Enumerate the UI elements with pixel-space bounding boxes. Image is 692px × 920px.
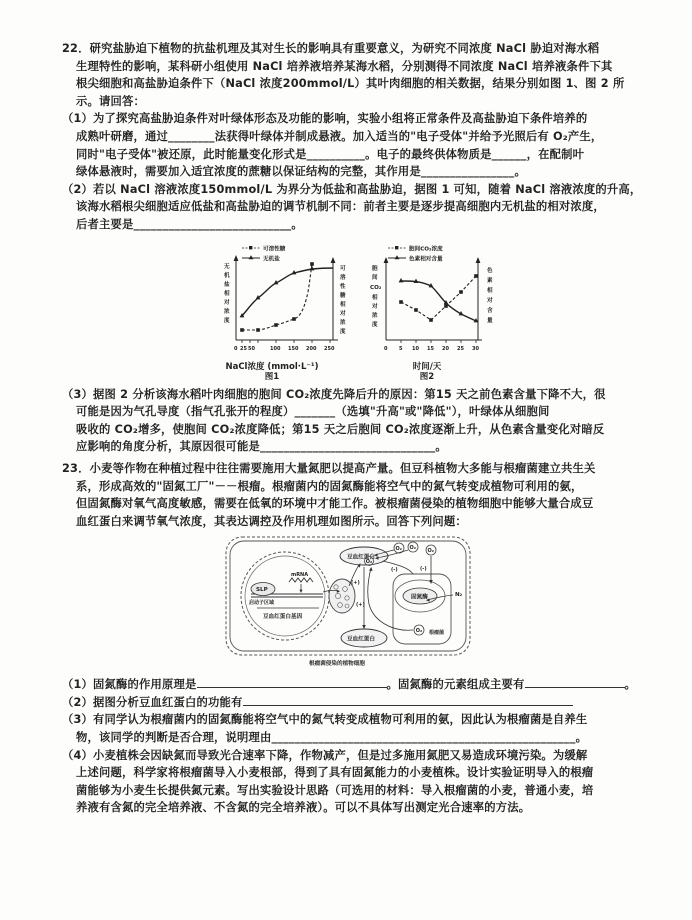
figure-2-xlabel: 时间/天 — [412, 361, 442, 372]
svg-text:含: 含 — [487, 307, 493, 314]
question-22-sub3 — [62, 386, 634, 456]
q23-stem-line-2: 系，形成高效的"固氮工厂"－－根瘤。根瘤菌内的固氮酶能将空气中的氮气转变成植物可利用的氨， — [76, 479, 583, 493]
figure-2-ylabel-right: 色 — [487, 267, 493, 274]
q23-sub2-blank[interactable] — [243, 694, 573, 706]
figure-2 — [342, 240, 512, 382]
slp-label: SLP — [256, 587, 268, 594]
q23-stem-line-4: 血红蛋白来调节氧气浓度，其表达调控及作用机理如图所示。回答下列问题： — [76, 514, 467, 528]
q23-sub3-line-2: 物，该同学的判断是否合理，说明理由____________________________________________________。 — [76, 731, 588, 745]
figure-1-xtick-50: 50 — [248, 345, 255, 352]
q22-sub1-line-3: 同时"电子受体"被还原，此时能量变化形式是__________。电子的最终供体物质是______，在配制叶 — [76, 147, 585, 161]
svg-text:对: 对 — [340, 310, 346, 317]
rhizobium-label: 根瘤菌 — [429, 630, 445, 637]
q22-sub1-line-4: 绿体悬液时，需要加入适宜浓度的蔗糖以保证结构的完整，其作用是________________。 — [76, 165, 526, 179]
q22-stem-line-3: 根尖细胞和高盐胁迫条件下（NaCl 浓度200mmol/L）其叶肉细胞的相关数据，结果分别如图 1、图 2 所 — [76, 77, 625, 91]
svg-text:量: 量 — [487, 317, 493, 324]
svg-text:相: 相 — [487, 287, 493, 294]
figure-1-title: 图1 — [264, 371, 280, 382]
svg-text:浓: 浓 — [224, 308, 230, 315]
figure-1-series-inorganic-salt — [240, 266, 333, 317]
svg-text:间: 间 — [372, 274, 378, 281]
figure-1-xtick-150: 150 — [288, 345, 299, 352]
question-22 — [62, 40, 642, 234]
svg-text:相: 相 — [224, 290, 230, 297]
figure-1-xlabel: NaCl浓度 (mmol·L⁻¹) — [225, 361, 319, 372]
page-content — [62, 40, 642, 819]
minus-sign-1: (-) — [391, 567, 398, 574]
svg-text:盐: 盐 — [224, 281, 230, 288]
plus-sign-1: (+) — [351, 580, 360, 587]
figure-1-axes — [234, 255, 338, 352]
q23-stem-line-3: 但固氮酶对氧气高度敏感，需要在低氧的环境中才能工作。被根瘤菌侵染的植物细胞中能够大量合成豆 — [76, 497, 594, 511]
svg-text:溶: 溶 — [340, 274, 346, 281]
promoter-label: 启动子区域 — [249, 600, 275, 607]
figure-1-ylabel-left: 无 — [224, 263, 230, 270]
svg-text:对: 对 — [372, 303, 378, 310]
figure-2-xtick-5: 5 — [399, 345, 403, 352]
q22-stem-line-4: 示。请回答： — [76, 94, 145, 108]
figure-1-legend-label-2: 无机盐 — [263, 255, 280, 262]
figure-1-legend — [242, 244, 286, 262]
o2-rhizobium-icon: O₂ — [415, 628, 423, 635]
svg-text:素: 素 — [487, 277, 493, 284]
question-23 — [62, 460, 634, 530]
figure-2-xtick-10: 10 — [412, 345, 419, 352]
q22-sub2-line-2: 该海水稻根尖细胞适应低盐和高盐胁迫的调节机制不同：前者主要是逐步提高细胞内无机盐的相对浓度， — [76, 200, 605, 214]
q23-sub1-text-b: 。固氮酶的元素组成主要有 — [386, 678, 525, 692]
figure-2-xtick-30: 30 — [472, 345, 479, 352]
svg-text:浓: 浓 — [340, 319, 346, 326]
figure-2-xtick-20: 20 — [442, 345, 449, 352]
mrna-label: mRNA — [291, 572, 309, 579]
minus-sign-2: (-) — [420, 566, 427, 573]
figure-1-xtick-200: 200 — [306, 345, 317, 352]
figure-2-xtick-0: 0 — [384, 345, 388, 352]
figure-2-axes — [384, 257, 482, 352]
q23-sub3-line-1: （3）有同学认为根瘤菌内的固氮酶能将空气中的氮气转变成植物可利用的氨，因此认为根瘤菌是自养生 — [62, 713, 588, 727]
figure-2-series-pigment — [399, 278, 479, 322]
hemoglobin-bottom-label: 豆血红蛋白 — [347, 636, 375, 643]
q22-sub3-line-2: 可能是因为气孔导度（指气孔张开的程度）_______（选填"升高"或"降低"），叶绿体从细胞间 — [76, 405, 550, 419]
svg-text:度: 度 — [340, 328, 346, 335]
svg-text:度: 度 — [224, 317, 230, 324]
figure-1-svg — [190, 240, 354, 364]
svg-text:糖: 糖 — [340, 292, 346, 299]
cell-diagram-svg — [223, 534, 473, 674]
figure-2-svg — [342, 240, 512, 364]
svg-text:浓: 浓 — [372, 312, 378, 319]
figure-1-legend-label-1: 可溶性糖 — [263, 245, 286, 252]
figures-row — [62, 240, 634, 380]
q23-sub4-line-3: 菌能够为小麦生长提供氮元素。写出实验设计思路（可选用的材料：导入根瘤菌的小麦，普通小麦，培 — [76, 783, 594, 797]
svg-text:CO₂: CO₂ — [370, 284, 382, 291]
q22-sub3-line-3: 吸收的 CO₂增多，使胞间 CO₂浓度降低；第15 天之后胞间 CO₂浓度逐渐上升，从色素含量变化对暗反 — [76, 422, 605, 436]
figure-2-legend-label-2: 色素相对含量 — [409, 255, 443, 262]
figure-1-series-soluble-sugar — [240, 262, 314, 332]
q22-sub1-line-1: （1）为了探究高盐胁迫条件对叶绿体形态及功能的影响，实验小组将正常条件及高盐胁迫下条件培养的 — [62, 112, 588, 126]
figure-1-xtick-100: 100 — [270, 345, 281, 352]
svg-text:性: 性 — [340, 283, 346, 290]
q22-sub3-line-1: （3）据图 2 分析该海水稻叶肉细胞的胞间 CO₂浓度先降后升的原因：第15 天之前色素含量下降不大，很 — [62, 387, 606, 401]
n2-label: N₂ — [455, 592, 463, 599]
figure-2-title: 图2 — [419, 371, 435, 382]
q23-sub4-line-1: （4）小麦植株会因缺氮而导致光合速率下降，作物减产，但是过多施用氮肥又易造成环境污染。为缓解 — [62, 748, 588, 762]
figure-1 — [190, 240, 354, 382]
o2-icon-3: O₂ — [427, 548, 434, 555]
q22-stem-line-1: 22．研究盐胁迫下植物的抗盐机理及其对生长的影响具有重要意义，为研究不同浓度 NaCl 胁迫对海水稻 — [62, 42, 600, 55]
svg-text:机: 机 — [224, 272, 230, 279]
q23-sub1-blank-a[interactable] — [197, 676, 387, 688]
q23-sub1-blank-b[interactable] — [525, 676, 625, 688]
figure-1-xtick-25: 25 — [240, 345, 247, 352]
q23-sub1-text-a: （1）固氮酶的作用原理是 — [62, 678, 197, 692]
q23-sub4-line-4: 养液有含氮的完全培养液、不含氮的完全培养液）。可以不具体写出测定光合速率的方法。 — [76, 801, 531, 815]
diagram-caption: 根瘤菌侵染的植物细胞 — [309, 661, 365, 668]
q23-stem-line-1: 23．小麦等作物在种植过程中往往需要施用大量氮肥以提高产量。但豆科植物大多能与根瘤菌建立共生关 — [62, 461, 596, 475]
figure-1-ylabel-right: 可 — [340, 265, 346, 272]
figure-2-xtick-25: 25 — [457, 345, 464, 352]
svg-text:相: 相 — [372, 294, 378, 301]
q22-stem-line-2: 生理特性的影响，某科研小组使用 NaCl 培养液培养某海水稻，分别测得不同浓度 NaCl 培养液条件下其 — [76, 59, 613, 73]
figure-2-xtick-15: 15 — [427, 345, 434, 352]
o2-bound-icon: O₂ — [365, 559, 373, 566]
figure-2-legend — [388, 244, 443, 262]
q23-sub1-text-c: 。 — [624, 678, 636, 692]
figure-2-ylabel-left: 胞 — [372, 265, 378, 272]
figure-2-legend-label-1: 胞间CO₂浓度 — [409, 245, 443, 252]
question-23-subs — [62, 676, 634, 817]
q22-sub2-line-1: （2）若以 NaCl 溶液浓度150mmol/L 为界分为低盐和高盐胁迫，据图 1 可知，随着 NaCl 溶液浓度的升高， — [62, 182, 642, 196]
svg-text:度: 度 — [372, 321, 378, 328]
svg-text:对: 对 — [224, 299, 230, 306]
nitrogenase-label: 固氮酶 — [411, 594, 428, 601]
rhizobium-cell-diagram — [223, 534, 473, 674]
q23-sub1-line — [62, 676, 634, 694]
o2-icon-2: O₂ — [409, 545, 416, 552]
q23-sub4-line-2: 上述问题，科学家将根瘤菌导入小麦根部，得到了具有固氮能力的小麦植株。设计实验证明导入的根瘤 — [76, 766, 594, 780]
o2-icon-1: O₂ — [395, 546, 402, 553]
q23-sub2-line — [62, 694, 634, 712]
plus-sign-2: (+) — [356, 602, 365, 609]
hemoglobin-top-label: 豆血红蛋白 — [347, 554, 375, 561]
q22-sub2-line-3: 后者主要是___________________________。 — [76, 217, 303, 231]
svg-text:对: 对 — [487, 297, 493, 304]
figure-1-xtick-0: 0 — [234, 345, 238, 352]
hemoglobin-gene-label: 豆血红蛋白基因 — [263, 614, 303, 621]
q22-sub1-line-2: 成熟叶研磨，通过________法获得叶绿体并制成悬液。加入适当的"电子受体"并给予光照后有 O₂产生， — [76, 129, 603, 143]
svg-text:相: 相 — [340, 301, 346, 308]
q22-sub3-line-4: 应影响的角度分析，其原因很可能是______________________________。 — [76, 440, 447, 454]
q23-sub2-text: （2）据图分析豆血红蛋白的功能有 — [62, 695, 243, 709]
figure-1-xtick-250: 250 — [324, 345, 335, 352]
